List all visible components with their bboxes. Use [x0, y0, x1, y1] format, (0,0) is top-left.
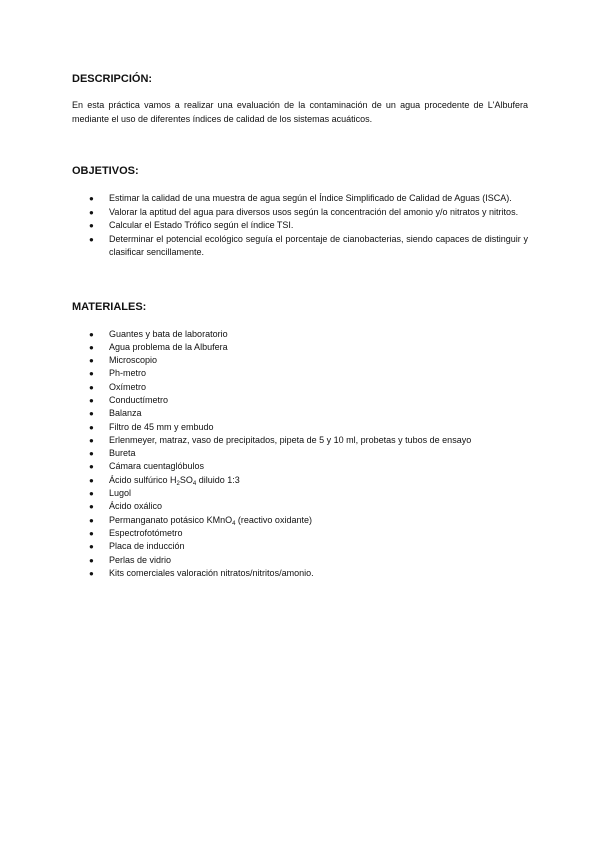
- list-item: ● Balanza: [72, 407, 528, 420]
- list-item: ● Espectrofotómetro: [72, 527, 528, 540]
- bullet-icon: ●: [89, 356, 94, 366]
- bullet-icon: ●: [89, 555, 94, 565]
- document-content: [72, 72, 528, 580]
- bullet-icon: ●: [89, 369, 94, 379]
- bullet-icon: ●: [89, 342, 94, 352]
- objetivos-list: [72, 192, 528, 260]
- list-item: ● Filtro de 45 mm y embudo: [72, 421, 528, 434]
- list-item-acido-sulfurico: ● Ácido sulfúrico $H_2SO_4$ diluido 1:3: [89, 474, 240, 487]
- bullet-icon: ●: [89, 329, 94, 339]
- materiales-list: [72, 328, 528, 581]
- list-item: ● Determinar el potencial ecológico seguía el porcentaje de cianobacterias, siendo capaces de distinguir y clasificar sencillamente.: [89, 233, 528, 257]
- bullet-icon: ●: [89, 568, 94, 578]
- bullet-icon: ●: [89, 449, 94, 459]
- list-item: ● Guantes y bata de laboratorio: [72, 328, 528, 341]
- bullet-icon: ●: [89, 207, 94, 217]
- list-item: ● Placa de inducción: [72, 540, 528, 553]
- bullet-icon: ●: [89, 194, 94, 203]
- bullet-icon: ●: [89, 502, 94, 512]
- bullet-icon: ●: [89, 234, 94, 244]
- list-item: ● Microscopio: [72, 354, 528, 367]
- list-item: ● Erlenmeyer, matraz, vaso de precipitados, pipeta de 5 y 10 ml, probetas y tubos de ensayo: [72, 434, 528, 447]
- bullet-icon: ●: [89, 475, 94, 485]
- descripcion-text: En esta práctica vamos a realizar una evaluación de la contaminación de un agua procedente de L'Albufera mediante el uso de diferentes índices de calidad de los sistemas acuáticos.: [72, 100, 528, 124]
- section-materiales: [72, 300, 528, 581]
- list-item: ● Bureta: [72, 447, 528, 460]
- list-item: ● Cámara cuentaglóbulos: [72, 460, 528, 473]
- heading-objetivos: OBJETIVOS:: [72, 165, 139, 177]
- bullet-icon: ●: [89, 489, 94, 499]
- heading-materiales: MATERIALES:: [72, 300, 147, 313]
- heading-descripcion: DESCRIPCIÓN:: [72, 73, 153, 85]
- section-descripcion: [72, 72, 528, 126]
- list-item: ● Ácido oxálico: [72, 500, 528, 513]
- list-item: ● Kits comerciales valoración nitratos/nitritos/amonio.: [72, 567, 528, 580]
- list-item-permanganato: ● Permanganato potásico KMnO$_4$ (reactivo oxidante): [89, 514, 312, 527]
- bullet-icon: ●: [89, 422, 94, 432]
- bullet-icon: ●: [89, 462, 94, 472]
- bullet-icon: ●: [89, 395, 94, 405]
- bullet-icon: ●: [89, 542, 94, 552]
- list-item: ● Agua problema de la Albufera: [72, 341, 528, 354]
- list-item: ● Calcular el Estado Trófico según el índice TSI.: [72, 219, 528, 233]
- bullet-icon: ●: [89, 409, 94, 419]
- bullet-icon: ●: [89, 382, 94, 392]
- bullet-icon: ●: [89, 435, 94, 445]
- list-item: ● Lugol: [72, 487, 528, 500]
- list-item: ● Conductímetro: [72, 394, 528, 407]
- list-item: ● Ph-metro: [72, 367, 528, 380]
- bullet-icon: ●: [89, 221, 94, 230]
- list-item: ● Estimar la calidad de una muestra de agua según el Índice Simplificado de Calidad de Aguas (ISCA).: [72, 192, 528, 206]
- bullet-icon: ●: [89, 515, 94, 525]
- bullet-icon: ●: [89, 528, 94, 538]
- list-item: ● Valorar la aptitud del agua para diversos usos según la concentración del amonio y/o nitratos y nitritos.: [72, 206, 528, 220]
- list-item: ● Oxímetro: [72, 381, 528, 394]
- section-objetivos: [72, 164, 528, 260]
- list-item: ● Perlas de vidrio: [72, 554, 528, 567]
